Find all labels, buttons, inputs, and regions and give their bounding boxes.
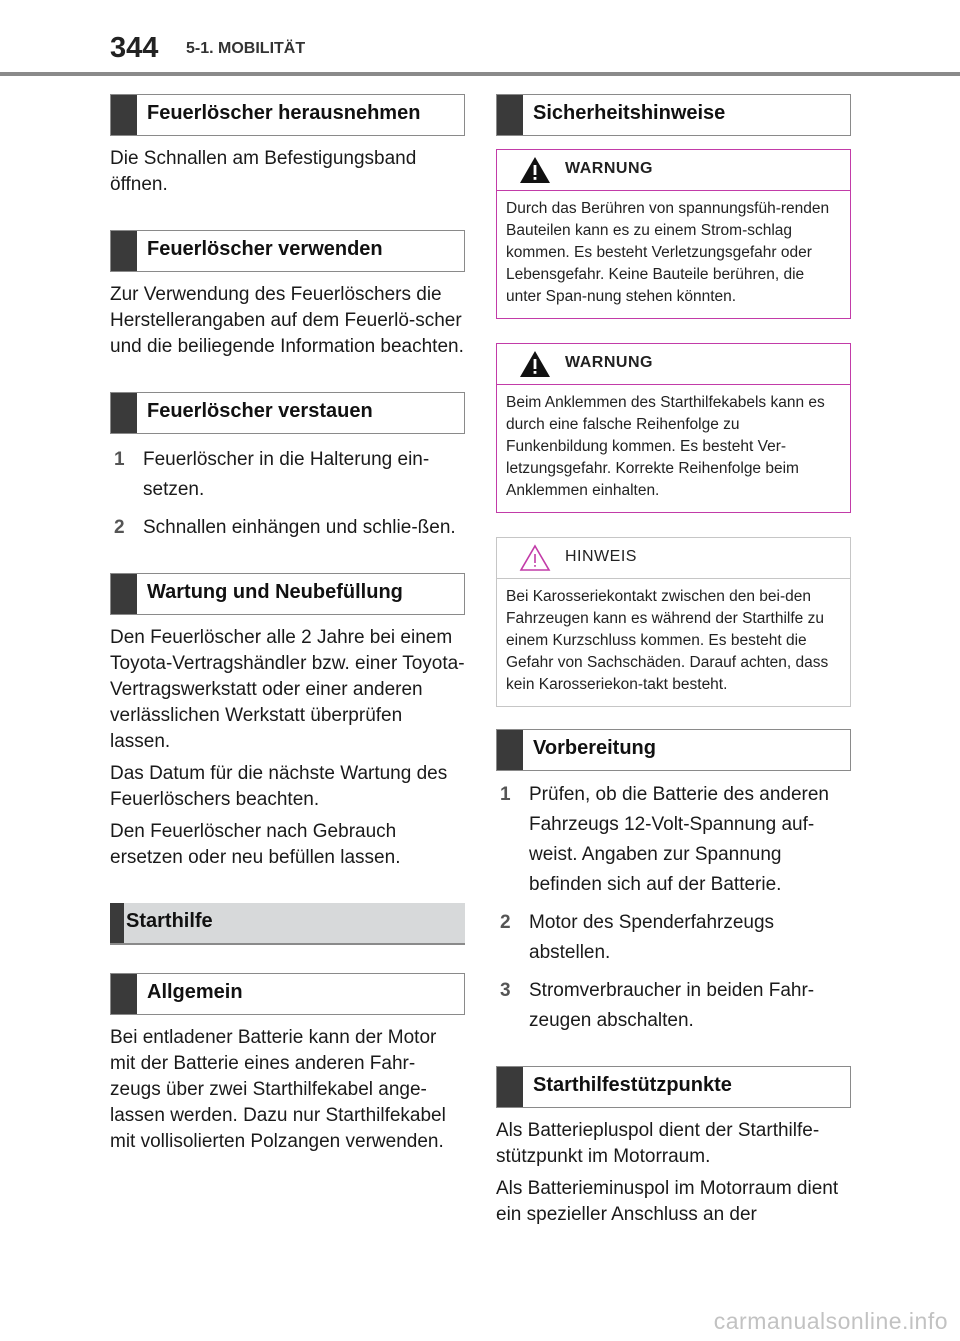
step-item: [496, 780, 851, 900]
heading-bar: [111, 574, 137, 614]
step-number: 3: [500, 980, 511, 1001]
step-number: 1: [500, 784, 511, 805]
paragraph: Bei entladener Batterie kann der Motor mit der Batterie eines anderen Fahr-zeugs über zwei Starthilfekabel ange-lassen werden. Dazu nur Starthilfekabel mit vollisolierten Polzangen verwenden.: [110, 1027, 446, 1152]
warning-box: [496, 149, 851, 319]
heading-text: Feuerlöscher verstauen: [147, 400, 373, 422]
warning-header: [497, 344, 850, 385]
chapter-title: 5-1. MOBILITÄT: [186, 40, 306, 57]
heading-text: Feuerlöscher verwenden: [147, 238, 383, 260]
heading-bar: [111, 974, 137, 1014]
note-box: [496, 537, 851, 707]
left-column: [110, 94, 465, 1155]
note-header: [497, 538, 850, 579]
heading-text: Starthilfestützpunkte: [533, 1074, 732, 1096]
heading-text: Starthilfe: [126, 910, 213, 932]
heading-text: Wartung und Neubefüllung: [147, 581, 403, 603]
step-item: [496, 976, 851, 1036]
caution-triangle-icon: [519, 543, 551, 573]
section-heading-allgemein: [110, 973, 465, 1015]
watermark: carmanualsonline.info: [713, 1308, 948, 1334]
header-rule: [0, 72, 960, 76]
heading-bar: [497, 1067, 523, 1107]
step-text: Prüfen, ob die Batterie des anderen Fahrzeugs 12-Volt-Spannung auf-weist. Angaben zur Spannung befinden sich auf der Batterie.: [529, 784, 829, 895]
heading-bar: [111, 95, 137, 135]
step-text: Schnallen einhängen und schlie-ßen.: [143, 517, 456, 538]
paragraph: Den Feuerlöscher nach Gebrauch ersetzen oder neu befüllen lassen.: [110, 821, 401, 868]
step-item: [496, 908, 851, 968]
heading-bar: [111, 231, 137, 271]
warning-label: WARNUNG: [565, 354, 653, 371]
page-header: [0, 0, 960, 78]
heading-bar: [497, 95, 523, 135]
step-number: 2: [114, 517, 125, 538]
paragraph: Als Batterieminuspol im Motorraum dient ein spezieller Anschluss an der: [496, 1178, 839, 1225]
note-label: HINWEIS: [565, 548, 637, 565]
warning-text: Beim Anklemmen des Starthilfekabels kann es durch eine falsche Reihenfolge zu Funkenbildung kommen. Es besteht Ver-letzungsgefahr. Korrekte Reihenfolge beim Anklemmen einhalten.: [506, 394, 825, 499]
page-number: 344: [110, 32, 159, 64]
step-text: Feuerlöscher in die Halterung ein-setzen.: [143, 449, 430, 500]
section-heading-sicherheitshinweise: [496, 94, 851, 136]
note-text: Bei Karosseriekontakt zwischen den bei-den Fahrzeugen kann es während der Starthilfe zu einem Kurzschluss kommen. Es besteht die Gefahr von Sachschäden. Darauf achten, dass kein Karosseriekon-takt besteht.: [506, 588, 829, 693]
warning-triangle-icon: [519, 155, 551, 185]
heading-bar: [497, 730, 523, 770]
paragraph: Als Batteriepluspol dient der Starthilfe-stützpunkt im Motorraum.: [496, 1120, 820, 1167]
heading-bar: [111, 393, 137, 433]
heading-text: Sicherheitshinweise: [533, 102, 726, 124]
step-number: 2: [500, 912, 511, 933]
step-number: 1: [114, 449, 125, 470]
step-item: [110, 513, 465, 543]
warning-text: Durch das Berühren von spannungsfüh-renden Bauteilen kann es zu einem Strom-schlag kommen. Es besteht Verletzungsgefahr oder Lebensgefahr. Keine Bauteile berühren, die unter Span-nung stehen könnten.: [506, 200, 830, 305]
heading-bar: [110, 903, 124, 943]
section-heading-verwenden: [110, 230, 465, 272]
step-text: Motor des Spenderfahrzeugs abstellen.: [529, 912, 775, 963]
section-heading-stuetzpunkte: [496, 1066, 851, 1108]
paragraph: Die Schnallen am Befestigungsband öffnen.: [110, 148, 417, 195]
paragraph: Zur Verwendung des Feuerlöschers die Herstellerangaben auf dem Feuerlö-scher und die beiliegende Information beachten.: [110, 284, 464, 357]
warning-triangle-icon: [519, 349, 551, 379]
warning-box: [496, 343, 851, 513]
section-heading-vorbereitung: [496, 729, 851, 771]
warning-label: WARNUNG: [565, 160, 653, 177]
step-item: [110, 445, 465, 505]
heading-text: Allgemein: [147, 981, 243, 1003]
warning-header: [497, 150, 850, 191]
section-heading-verstauen: [110, 392, 465, 434]
section-heading-wartung: [110, 573, 465, 615]
paragraph: Das Datum für die nächste Wartung des Feuerlöschers beachten.: [110, 763, 448, 810]
chapter-heading-starthilfe: [110, 903, 465, 945]
heading-text: Vorbereitung: [533, 737, 656, 759]
heading-text: Feuerlöscher herausnehmen: [147, 102, 421, 124]
right-column: [496, 94, 851, 1228]
paragraph: Den Feuerlöscher alle 2 Jahre bei einem Toyota-Vertragshändler bzw. einer Toyota-Vertragswerkstatt oder einer anderen verlässlichen Werkstatt überprüfen lassen.: [110, 627, 465, 752]
section-heading-herausnehmen: [110, 94, 465, 136]
step-text: Stromverbraucher in beiden Fahr-zeugen abschalten.: [529, 980, 815, 1031]
